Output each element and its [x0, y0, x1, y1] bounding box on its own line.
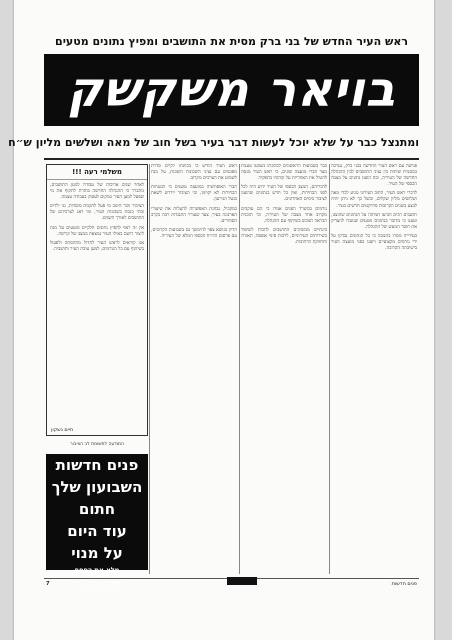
running-footer: פנים חדשות	[391, 581, 417, 587]
column-paragraph: תושבים רבים הביעו תמיהה על הנתונים שהוצגו, וטענו כי מדובר בנתונים מטעים שנועדו להצדיק את חוסר המעש של ההנהלה.	[331, 212, 417, 230]
ad-small-line: מלא את הספח	[74, 566, 120, 574]
article-column-2	[241, 164, 327, 574]
boxed-paragraph: הציבור זוכר היטב מי פעל להקמת מוסדות, גני ילדים ובתי כנסת בשכונות העיר, ומי דאג לצרכיהם של התושבים לאורך השנים.	[50, 204, 144, 222]
page-footer	[44, 578, 419, 589]
boxed-paragraph: אנו קוראים לראש העיר לחדול מההסתה ולפעול בשיתוף עם כל הגורמים, למען טובת העיר ותושביה.	[50, 240, 144, 252]
ad-small-line: שתמצא בגליון זה	[71, 579, 123, 587]
boxed-letter	[46, 164, 148, 436]
ad-line: עוד היום	[67, 522, 127, 540]
boxed-letter-body	[47, 180, 147, 430]
article-column-3	[151, 164, 237, 574]
banner-block	[44, 54, 419, 126]
column-paragraph: כבר בשבועות הראשונים לכהונתו נשמעו טענות מצד חברי מועצה שונים, כי ראש העיר מנסה להטיל את האחריות על קודמיו בתפקיד.	[241, 164, 327, 182]
boxed-letter-signature: חיים נשקון	[51, 427, 74, 433]
column-divider	[239, 164, 240, 574]
boxed-paragraph: אין זה ראוי להפיץ נתונים חלקיים ומטעים על מנת ליצור רושם כאילו העיר נמצאת במצב של קריסה.	[50, 225, 144, 237]
headline-rule	[44, 158, 419, 160]
ad-line: השבועון שלך	[51, 478, 143, 496]
paper-sheet	[8, 0, 434, 640]
column-divider	[149, 164, 150, 574]
column-paragraph: ראש העיר הודיע כי בכוונתו לקיים סדרת מפגשים עם נציגי השכונות השונות, על מנת לשמוע את הצרכים מקרוב.	[151, 164, 237, 182]
article-column-1	[331, 164, 417, 574]
column-paragraph: לדבריהם, המצב הכספי של העיר ידוע היה לכל לפני הבחירות, ואין כל חדש בנתונים שהוצגו לציבור בימים האחרונים.	[241, 185, 327, 203]
kicker-headline: ראש העיר החדש של בני ברק מסית את התושבים ומפיץ נתונים מטעים	[55, 35, 408, 48]
page-number: 7	[46, 581, 50, 587]
boxed-paragraph: לאחר שנים ארוכות של עבודה למען התושבים, מתברר כי ההנהלה החדשה בוחרת לתקוף את מי שפעל למען העיר במקום לעסוק בעבודה עצמה.	[50, 183, 144, 201]
ad-line: פנים חדשות	[55, 456, 139, 474]
banner-title: בויאר משקשק	[67, 62, 396, 118]
ad-line: על מנוי	[71, 544, 123, 562]
column-paragraph: במקביל, נבחנת האפשרות להעלות את שיעורי הארנונה בעיר, צעד שעורר התנגדות רבה בקרב הסוחרים.	[151, 206, 237, 224]
column-paragraph: פגישה עם ראש העיר החדשה בבני ברק, נערכה במסגרת שיחות בין נציגי התושבים לבין ההנהלה החדשה של העיריה, ובה הוצגו נתונים על מצבה הכספי של העיר.	[331, 164, 417, 188]
column-paragraph: הדיון בנושא צפוי להימשך גם בשבועות הקרובים, עם פרסום הדו״ח הכספי המלא של העיריה.	[151, 227, 237, 239]
footer-logo-mark	[227, 577, 257, 585]
ad-line: חתום	[78, 500, 116, 518]
deck-headline: ומתנצל כבר על שלא יוכל לעשות דבר בעיר בשל חוב של מאה ושלשים מליון ש״ח	[8, 136, 419, 149]
newspaper-page	[8, 30, 419, 587]
column-paragraph: חברי האופוזיציה במועצה טוענים כי הבטחות הבחירות לא יקוימו, וכי הציבור יידרש לשאת בנטל הגירעון.	[151, 185, 237, 203]
column-paragraph: לדברי ראש העיר, החוב העירוני מגיע לכדי מאה ושלושים מליון שקלים, ובשל כך לא ניתן יהיה לבצע בשנים הקרובות פרויקטים חדשים בעיר.	[331, 191, 417, 209]
column-divider	[329, 164, 330, 574]
column-paragraph: בעירייה מסרו בתגובה כי כל הנתונים נבדקו על ידי גורמים מקצועיים ויוצגו בפני מועצת העיר בישיבתה הקרובה.	[331, 233, 417, 252]
column-paragraph: גורמים במשרד הפנים אמרו כי הם עוקבים מקרוב אחר מצבה של העיריה, וכי תוכנית הבראה תגובש בשיתוף עם ההנהלה.	[241, 206, 327, 224]
ad-caption: המודעה לתשומת לב הציבור	[70, 442, 124, 447]
column-paragraph: בינתיים ממשיכים התושבים לחכות לשיפור בשירותים העירוניים, לרבות פינוי אשפה, תאורה ותחזוקת הרחובות.	[241, 227, 327, 246]
boxed-letter-title: משלמי רעה !!!	[47, 165, 147, 180]
subscription-ad	[46, 454, 148, 587]
